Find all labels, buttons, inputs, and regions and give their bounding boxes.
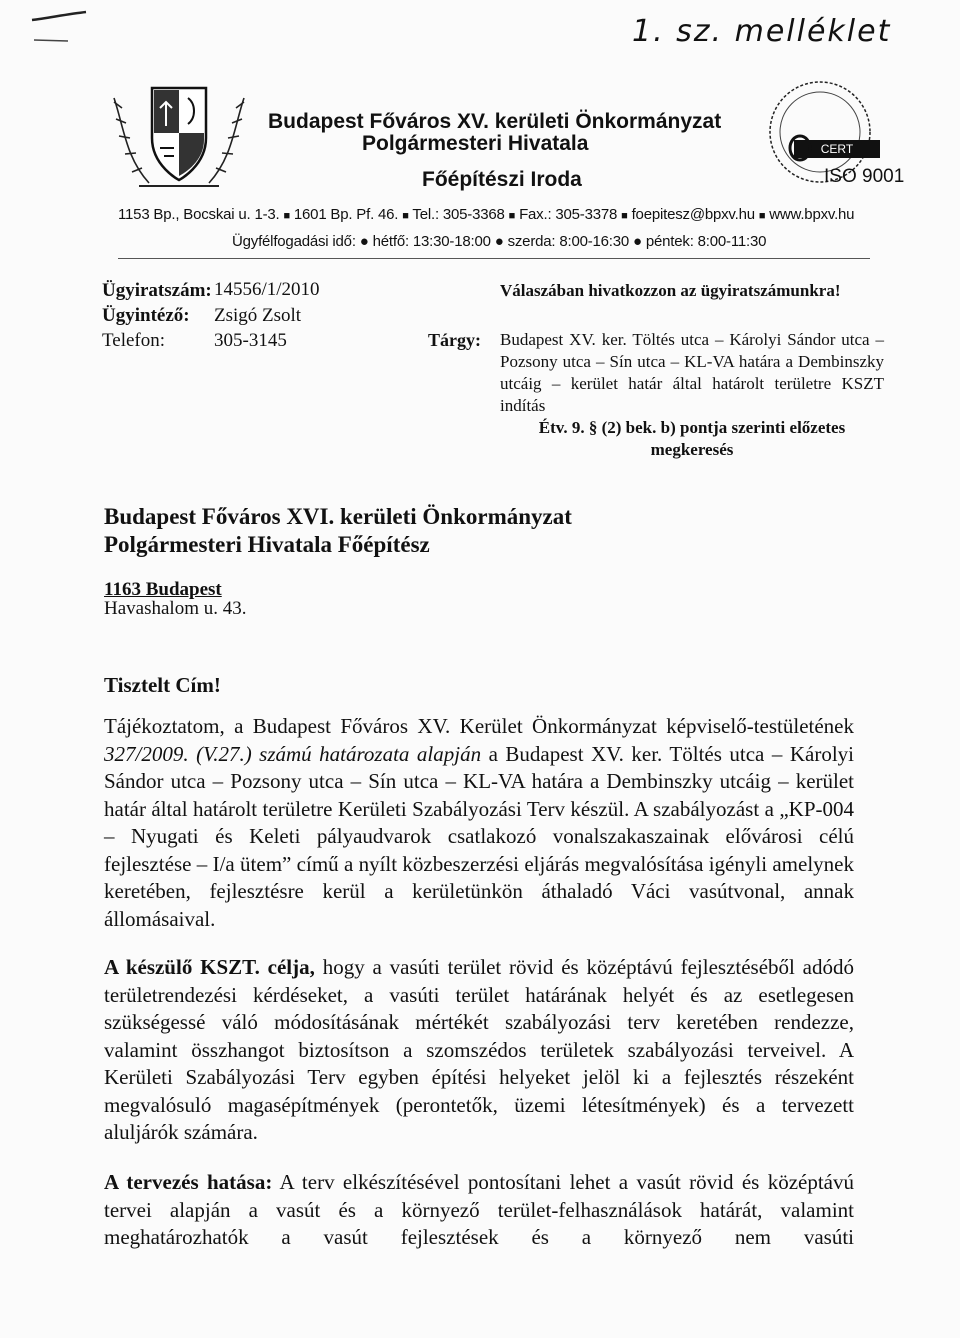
- bullet-icon: ●: [494, 233, 504, 250]
- recipient-block: [104, 503, 572, 559]
- phone-label: Telefon:: [102, 330, 166, 351]
- separator-square-icon: ■: [283, 210, 290, 222]
- address-street: 1153 Bp., Bocskai u. 1-3.: [118, 206, 280, 223]
- body-paragraph-3: [104, 1169, 854, 1252]
- recipient-street: Havashalom u. 43.: [104, 598, 247, 619]
- phone-value: 305-3145: [214, 330, 287, 351]
- hours-wednesday: szerda: 8:00-16:30: [507, 233, 630, 250]
- header-org-office: Polgármesteri Hivatala: [362, 132, 589, 155]
- reference-number-label: Ügyiratszám:: [102, 280, 212, 301]
- header-department: Főépítészi Iroda: [422, 168, 582, 191]
- clerk-value: Zsigó Zsolt: [214, 305, 302, 326]
- bullet-icon: ●: [359, 233, 369, 250]
- coat-of-arms-logo: [104, 78, 254, 198]
- office-hours-label: Ügyfélfogadási idő:: [232, 233, 356, 250]
- website-address: www.bpxv.hu: [769, 206, 855, 223]
- p1-text-start: Tájékoztatom, a Budapest Főváros XV. Kerület Önkormányzat képviselő-testületének: [104, 714, 854, 738]
- subject-legal-basis: Étv. 9. § (2) bek. b) pontja szerinti előzetes megkeresés: [538, 418, 846, 459]
- phone-number: Tel.: 305-3368: [412, 206, 505, 223]
- separator-square-icon: ■: [621, 210, 628, 222]
- separator-square-icon: ■: [402, 210, 409, 222]
- header-contact-line: [118, 206, 854, 223]
- header-org-name: Budapest Főváros XV. kerületi Önkormányzat: [268, 110, 722, 133]
- p2-lead: A készülő KSZT. célja,: [104, 955, 315, 979]
- hours-monday: hétfő: 13:30-18:00: [372, 233, 491, 250]
- p1-text-end: a Budapest XV. ker. Töltés utca – Károlyi Sándor utca – Pozsony utca – Sín utca – KL-VA határa a Dembinszky utcáig – kerület határ által határolt területre Kerületi Szabályozási Terv készül. A szabályozást a „KP-004 – Nyugati és Keleti pályaudvarok csatlakozó vonalszakaszainak elővárosi célú fejlesztése – I/a ütem” című a nyílt közbeszerzési eljárás megvalósítása igényli amelynek keretében, fejlesztésre kerül a kerületünkön áthaladó Váci vasútvonal, annak állomásaival.: [104, 741, 854, 931]
- header-divider: [118, 258, 870, 259]
- p3-lead: A tervezés hatása:: [104, 1170, 273, 1194]
- annex-handwritten-label: 1. sz. melléklet: [632, 14, 892, 49]
- address-pobox: 1601 Bp. Pf. 46.: [293, 206, 399, 223]
- p2-text: hogy a vasúti terület rövid és középtávú fejlesztéséből adódó területrendezési kérdéseket, a vasúti terület határának helyét és az esetlegesen szükségessé váló módosításának mértékét szabályozási terv keretében rendezze, valamint összhangot biztosítson a szomszédos területek szabályozási terveivel. A Kerületi Szabályozási Terv egyben építési helyeket jelöl ki a fejlesztés részeként megvalósuló magasépítmények (perontetők, üzemi létesítmények) és a tervezett aluljárók számára.: [104, 955, 855, 1144]
- body-paragraph-2: [104, 954, 854, 1147]
- salutation: Tisztelt Cím!: [104, 673, 221, 697]
- bullet-icon: ●: [633, 233, 642, 250]
- p3-text: A terv elkészítésével pontosítani lehet a vasút rövid és középtávú tervei alapján a vasút és a környező terület-felhasználások határát, valamint meghatározhatók a vasút fejlesztések és a környező nem vasúti: [104, 1170, 854, 1249]
- subject-text: Budapest XV. ker. Töltés utca – Károlyi Sándor utca – Pozsony utca – Sín utca – KL-VA határa a Dembinszky utcáig – kerület határ által határolt területre KSZT indítás: [500, 330, 884, 415]
- recipient-org-name: Budapest Főváros XVI. kerületi Önkormányzat: [104, 504, 572, 529]
- svg-text:CERT: CERT: [820, 142, 854, 156]
- office-hours-line: [232, 233, 766, 250]
- recipient-office: Polgármesteri Hivatala Főépítész: [104, 532, 430, 557]
- recipient-zip-city: 1163 Budapest: [104, 579, 222, 600]
- reference-number-value: 14556/1/2010: [214, 279, 320, 300]
- clerk-label: Ügyintéző:: [102, 305, 190, 326]
- separator-square-icon: ■: [508, 210, 516, 222]
- fax-number: Fax.: 305-3378: [519, 206, 618, 223]
- iso-label: ISO 9001: [824, 166, 905, 187]
- email-address: foepitesz@bpxv.hu: [631, 206, 755, 223]
- reply-reference-note: Válaszában hivatkozzon az ügyiratszámunkra!: [500, 281, 841, 300]
- p1-resolution-ref: 327/2009. (V.27.) számú határozata alapján: [104, 741, 482, 766]
- corner-pen-mark: [28, 10, 98, 50]
- hours-friday: péntek: 8:00-11:30: [645, 233, 767, 250]
- body-paragraph-1: [104, 713, 854, 933]
- subject-label: Tárgy:: [428, 330, 481, 350]
- separator-square-icon: ■: [758, 210, 766, 222]
